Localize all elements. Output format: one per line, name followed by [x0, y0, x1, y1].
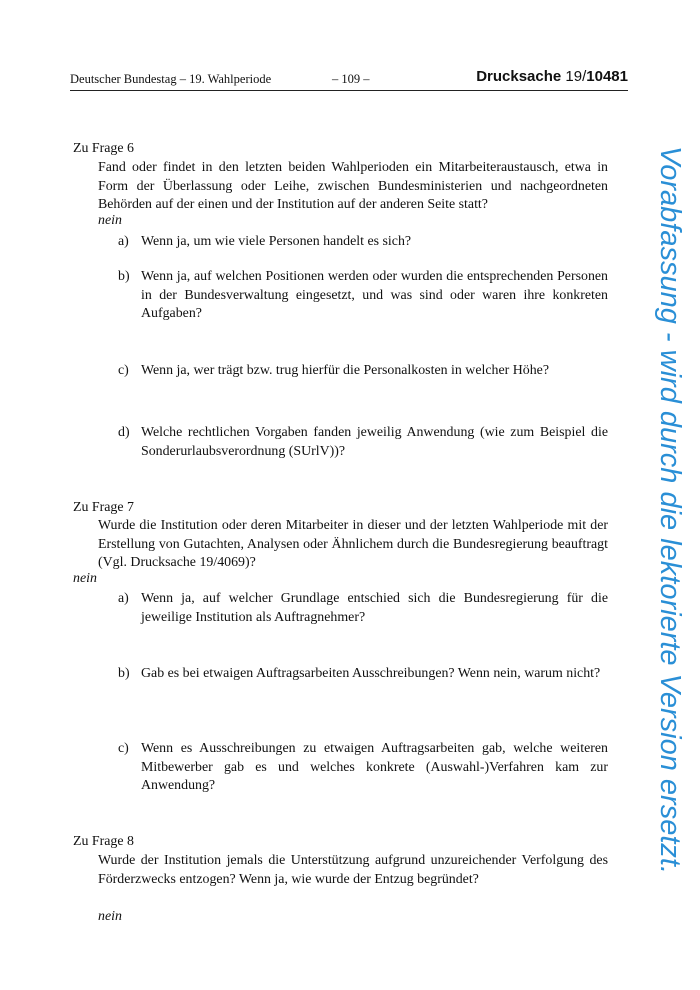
header-title: Deutscher Bundestag – 19. Wahlperiode	[70, 72, 272, 86]
page-number: – 109 –	[332, 72, 370, 86]
sub-label: c)	[118, 741, 129, 756]
answer-frage-7: nein	[73, 571, 97, 586]
heading-frage-6: Zu Frage 6	[73, 141, 134, 156]
sub-question-6c: Wenn ja, wer trägt bzw. trug hierfür die Personalkosten in welcher Höhe?	[141, 363, 549, 378]
question-frage-6: Fand oder findet in den letzten beiden Wahlperioden ein Mitarbeiteraustausch, etwa in Form der Überlassung oder Leihe, zwischen Bundesministerien und nachgeordneten Behörden auf der einen und der Institution auf der anderen Seite statt?	[98, 160, 608, 213]
sub-label: c)	[118, 363, 129, 378]
sub-question-7b: Gab es bei etwaigen Auftragsarbeiten Ausschreibungen? Wenn nein, warum nicht?	[141, 666, 601, 681]
sub-question-6d: Welche rechtlichen Vorgaben fanden jeweilig Anwendung (wie zum Beispiel die Sonderurlaubsverordnung (SUrlV))?	[141, 425, 608, 459]
draft-watermark: Vorabfassung - wird durch die lektorierte Version ersetzt.	[654, 145, 686, 875]
sub-label: a)	[118, 234, 129, 249]
sub-label: b)	[118, 269, 130, 284]
page-header	[70, 70, 628, 91]
sub-label: d)	[118, 425, 130, 440]
sub-question-6b: Wenn ja, auf welchen Positionen werden oder wurden die entsprechenden Personen in der Bundesverwaltung eingesetzt, und was sind oder waren ihre konkreten Aufgaben?	[141, 269, 608, 322]
sub-label: b)	[118, 666, 130, 681]
document-number-prefix: 19/	[565, 68, 587, 85]
question-frage-7: Wurde die Institution oder deren Mitarbeiter in dieser und der letzten Wahlperiode mit der Erstellung von Gutachten, Analysen oder Ähnlichem durch die Bundesregierung beauftragt (Vgl. Drucksache 19/4069)?	[98, 518, 608, 571]
document-number	[476, 68, 628, 85]
answer-frage-6: nein	[98, 213, 122, 228]
heading-frage-8: Zu Frage 8	[73, 834, 134, 849]
document-label: Drucksache	[476, 68, 562, 85]
sub-question-6a: Wenn ja, um wie viele Personen handelt es sich?	[141, 234, 412, 249]
document-number-value: 10481	[586, 68, 628, 85]
sub-label: a)	[118, 591, 129, 606]
sub-question-7c: Wenn es Ausschreibungen zu etwaigen Auftragsarbeiten gab, welche weiteren Mitbewerber gab es und welches konkrete (Auswahl-)Verfahren kam zur Anwendung?	[141, 741, 608, 794]
sub-question-7a: Wenn ja, auf welcher Grundlage entschied sich die Bundesregierung für die jeweilige Institution als Auftragnehmer?	[141, 591, 608, 625]
answer-frage-8: nein	[98, 909, 122, 924]
heading-frage-7: Zu Frage 7	[73, 500, 134, 515]
question-frage-8: Wurde der Institution jemals die Unterstützung aufgrund unzureichender Verfolgung des Förderzwecks entzogen? Wenn ja, wie wurde der Entzug begründet?	[98, 853, 608, 887]
